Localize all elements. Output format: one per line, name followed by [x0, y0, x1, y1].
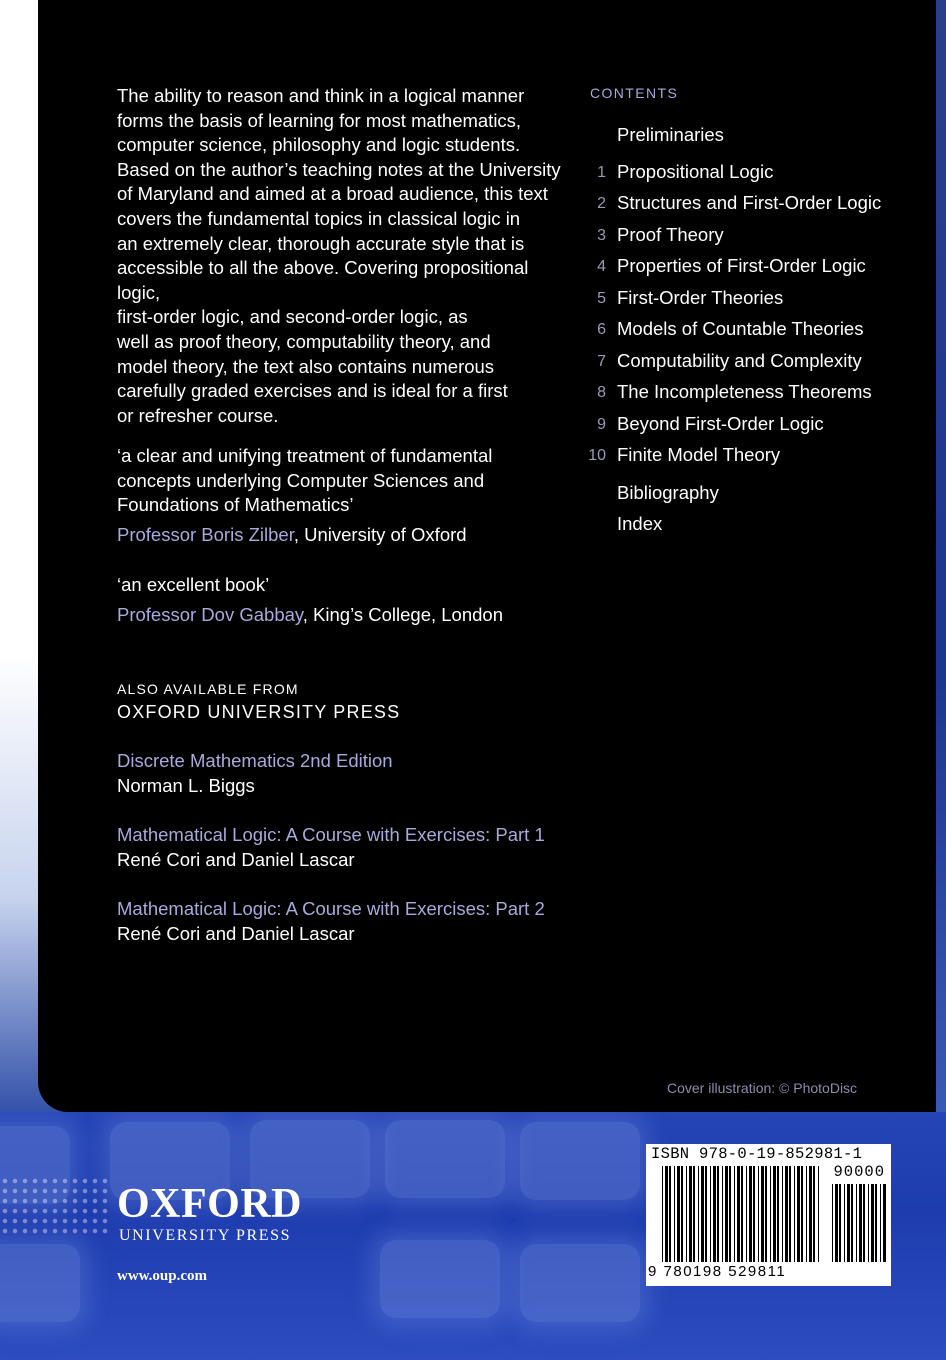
related-book-author: René Cori and Daniel Lascar — [117, 922, 355, 944]
also-available-label: ALSO AVAILABLE FROM — [117, 681, 299, 697]
barcode-bar — [765, 1166, 767, 1262]
book-back-cover: The ability to reason and think in a logical manner forms the basis of learning for most mathematics, computer science, philosophy and logic students. Based on the author’s teaching notes at the University of Maryland and aimed at a broad audience, this text covers the fundamental topics in classical logic in an extremely clear, thorough accurate style that is accessible to all the above. Covering propositional logic, first-order logic, and second-order logic, as well as proof theory, computability theory, and model theory, the text also contains numerous carefully graded exercises and is ideal for a first or refresher course. ‘a clear and unifying treatment of fundamental concepts underlying Computer Sciences and Foundations of Mathematics’ Professor Boris Zilber, University of Oxford ‘an excellent book’ Professor Dov Gabbay, King’s College, London ALSO AVAILABLE FROM OXFORD UNIVERSITY PRESS Discrete Mathematics 2nd Edition Norman L. Biggs Mathematical Logic: A Course with Exercises: Part 1 René Cori and Daniel Lascar Mathematical Logic: A Course with Exercises: Part 2 René Cori and Daniel Lascar CONTENTS Preliminaries 1 Propositional Logic 2 Structures and First-Order Logic 3 Proof Theory 4 Properties of First-Order Logic 5 First-Order Theories 6 Models of Countable Theories 7 Computability and Complexity 8 The Incompleteness Theorems 9 Beyond First-Order Logic 10 Finite Model Theory Bibliography Index Cover illustration: © PhotoDisc OXFORD UNIVERSITY PRESS www.oup.com ISBN 978-0-19-852981-1 90000 9 780198 529811 — [0, 0, 946, 1360]
barcode-bar — [693, 1166, 695, 1262]
barcode-bar — [880, 1184, 881, 1262]
oxford-logo: OXFORD — [117, 1181, 302, 1227]
isbn-barcode — [646, 1144, 891, 1286]
barcode-bar — [725, 1166, 728, 1262]
related-book-2 — [117, 823, 545, 872]
review-quote-1: ‘a clear and unifying treatment of fundamental concepts underlying Computer Sciences and Foundations of Mathematics’ — [117, 445, 493, 516]
barcode-bar — [717, 1166, 719, 1262]
barcode-bar — [741, 1166, 743, 1262]
barcode-bar — [797, 1166, 800, 1262]
oxford-logo-subtitle: UNIVERSITY PRESS — [119, 1227, 292, 1244]
barcode-bar — [863, 1184, 865, 1262]
barcode-bar — [818, 1166, 819, 1262]
barcode-bar — [758, 1166, 759, 1262]
barcode-bar — [883, 1184, 886, 1262]
barcode-bar — [785, 1166, 788, 1262]
barcode-bar — [689, 1166, 692, 1262]
related-book-author: René Cori and Daniel Lascar — [117, 848, 355, 870]
barcode-bar — [839, 1184, 841, 1262]
dot-pattern — [0, 1176, 110, 1236]
barcode-bar — [801, 1166, 803, 1262]
barcode-bar — [734, 1166, 735, 1262]
barcode-bar — [705, 1166, 707, 1262]
barcode-bar — [713, 1166, 716, 1262]
cover-illustration-credit: Cover illustration: © PhotoDisc — [667, 1080, 858, 1096]
barcode-bar — [701, 1166, 704, 1262]
barcode-bar — [868, 1184, 869, 1262]
barcode-bar — [782, 1166, 783, 1262]
barcode-bar — [662, 1166, 663, 1262]
barcode-bar — [832, 1184, 833, 1262]
related-book-title: Discrete Mathematics 2nd Edition — [117, 750, 393, 771]
related-book-title: Mathematical Logic: A Course with Exercises: Part 2 — [117, 898, 545, 919]
barcode-bar — [669, 1166, 671, 1262]
barcode-bar — [753, 1166, 755, 1262]
barcode-bar — [789, 1166, 791, 1262]
also-available-publisher: OXFORD UNIVERSITY PRESS — [117, 702, 401, 722]
reviewer-affiliation: , University of Oxford — [293, 524, 467, 545]
review-quote-2: ‘an excellent book’ — [117, 574, 270, 595]
reviewer-name: Professor Boris Zilber — [117, 524, 294, 545]
barcode-bar — [677, 1166, 680, 1262]
barcode-bar — [737, 1166, 740, 1262]
barcode-bar — [770, 1166, 771, 1262]
barcode-bar — [710, 1166, 711, 1262]
related-book-3 — [117, 897, 545, 946]
price-code: 90000 — [833, 1163, 885, 1181]
barcode-bar — [806, 1166, 807, 1262]
barcode-bar — [729, 1166, 731, 1262]
related-book-title: Mathematical Logic: A Course with Exercises: Part 1 — [117, 824, 545, 845]
publisher-url: www.oup.com — [117, 1268, 208, 1284]
description-blurb: The ability to reason and think in a logical manner forms the basis of learning for most mathematics, computer science, philosophy and logic students. Based on the author’s teaching notes at the University of Maryland and aimed at a broad audience, this text covers the fundamental topics in classical logic in an extremely clear, thorough accurate style that is accessible to all the above. Covering propositional logic, first-order logic, and second-order logic, as well as proof theory, computability theory, and model theory, the text also contains numerous carefully graded exercises and is ideal for a first or refresher course. — [117, 85, 561, 426]
reviewer-affiliation: , King’s College, London — [302, 604, 504, 625]
barcode-bar — [665, 1166, 668, 1262]
related-book-author: Norman L. Biggs — [117, 774, 255, 796]
barcode-bar — [686, 1166, 687, 1262]
barcode-bar — [681, 1166, 683, 1262]
barcode-bar — [674, 1166, 675, 1262]
reviewer-name: Professor Dov Gabbay — [117, 604, 303, 625]
barcode-bar — [809, 1166, 812, 1262]
barcode-bar — [875, 1184, 877, 1262]
barcode-bar — [813, 1166, 815, 1262]
right-edge-strip — [936, 0, 946, 1120]
barcode-bar — [722, 1166, 723, 1262]
barcode-bar — [777, 1166, 779, 1262]
barcode-bar — [698, 1166, 699, 1262]
barcode-bar — [856, 1184, 857, 1262]
barcode-bar — [847, 1184, 850, 1262]
barcode-bar — [761, 1166, 764, 1262]
barcode-bar — [844, 1184, 845, 1262]
barcode-bar — [794, 1166, 795, 1262]
contents-heading: CONTENTS — [590, 85, 679, 101]
barcode-bar — [835, 1184, 838, 1262]
isbn-text: ISBN 978-0-19-852981-1 — [651, 1145, 863, 1163]
ean-digits: 9 780198 529811 — [648, 1263, 787, 1280]
barcode-bar — [746, 1166, 747, 1262]
related-book-1 — [117, 749, 393, 798]
review-attribution-1 — [117, 523, 467, 548]
barcode-bar — [851, 1184, 853, 1262]
barcode-bar — [859, 1184, 862, 1262]
barcode-bar — [749, 1166, 752, 1262]
barcode-bar — [871, 1184, 874, 1262]
barcode-bar — [773, 1166, 776, 1262]
review-attribution-2 — [117, 603, 503, 628]
